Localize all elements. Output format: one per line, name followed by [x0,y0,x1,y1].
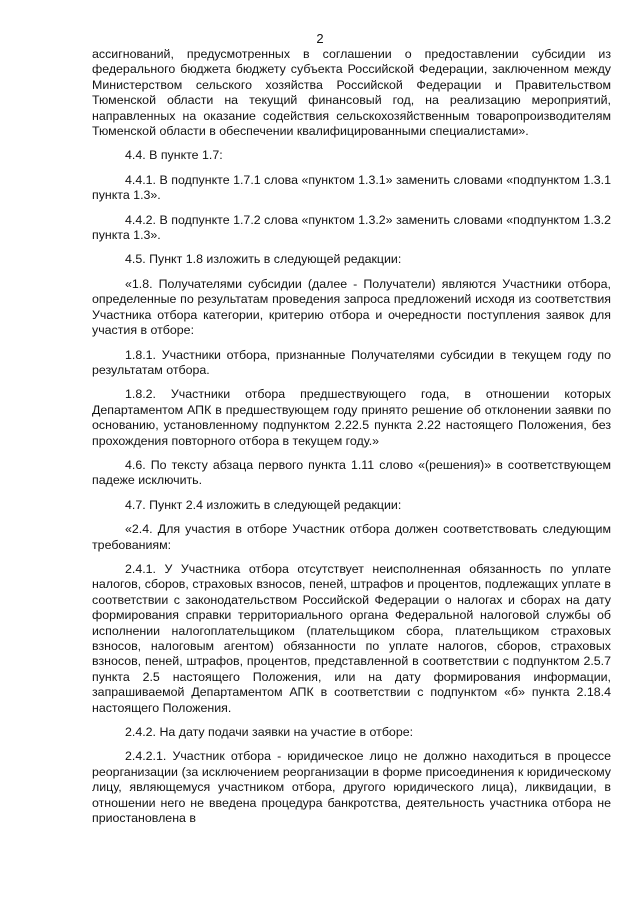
paragraph-4-4: 4.4. В пункте 1.7: [125,148,223,163]
paragraph-2-4-2: 2.4.2. На дату подачи заявки на участие в отборе: [125,725,414,740]
paragraph-4-4-1: 4.4.1. В подпункте 1.7.1 слова «пунктом 1.3.1» заменить словами «подпунктом 1.3.1 пункта 1.3». [92,172,611,203]
paragraph-4-7: 4.7. Пункт 2.4 изложить в следующей редакции: [125,497,402,512]
document-body [92,47,611,835]
paragraph-continuation: ассигнований, предусмотренных в соглашении о предоставлении субсидии из федерального бюджета бюджету субъекта Российской Федерации, заключенном между Министерством сельского хозяйства Российской Федерации и Правительством Тюменской области на текущий финансовый год, на реализацию мероприятий, направленных на оказание содействия сельскохозяйственным товаропроизводителям Тюменской области в обеспечении квалифицированными специалистами». [92,47,611,139]
paragraph-1-8-1: 1.8.1. Участники отбора, признанные Получателями субсидии в текущем году по результатам отбора. [92,347,611,377]
paragraph-4-4-2: 4.4.2. В подпункте 1.7.2 слова «пунктом 1.3.2» заменить словами «подпунктом 1.3.2 пункта 1.3». [92,212,611,243]
page-number: 2 [316,31,324,46]
paragraph-2-4: «2.4. Для участия в отборе Участник отбора должен соответствовать следующим требованиям: [92,522,611,552]
paragraph-1-8-2: 1.8.2. Участники отбора предшествующего года, в отношении которых Департаментом АПК в предшествующем году принято решение об отклонении заявки по основанию, установленному подпунктом 2.22.5 пункта 2.22 настоящего Положения, без прохождения повторного отбора в текущем году.» [92,387,611,448]
paragraph-1-8: «1.8. Получателями субсидии (далее - Получатели) являются Участники отбора, определенные по результатам проведения запроса предложений исходя из соответствия Участника отбора категории, критерию отбора и очередности поступления заявок для участия в отборе: [92,276,611,338]
paragraph-4-6: 4.6. По тексту абзаца первого пункта 1.11 слово «(решения)» в соответствующем падеже исключить. [92,457,611,488]
paragraph-2-4-2-1: 2.4.2.1. Участник отбора - юридическое лицо не должно находиться в процессе реорганизации (за исключением реорганизации в форме присоединения к юридическому лицу, являющемуся участником отбора, другого юридического лица), ликвидации, в отношении него не введена процедура банкротства, деятельность участника отбора не приостановлена в [92,749,611,826]
paragraph-4-5: 4.5. Пункт 1.8 изложить в следующей редакции: [125,252,402,267]
paragraph-2-4-1: 2.4.1. У Участника отбора отсутствует неисполненная обязанность по уплате налогов, сборов, страховых взносов, пеней, штрафов и процентов, подлежащих уплате в соответствии с законодательством Российской Федерации о налогах и сборах на дату формирования справки территориального органа Федеральной налоговой службы об исполнении налогоплательщиком (плательщиком сбора, плательщиком страховых взносов, налоговым агентом) обязанности по уплате налогов, сборов, страховых взносов, пеней, штрафов, процентов, представленной в соответствии с подпунктом 2.5.7 пункта 2.5 настоящего Положения, или на дату формирования информации, запрашиваемой Департаментом АПК в соответствии с подпунктом «б» пункта 2.18.4 настоящего Положения. [92,561,611,715]
